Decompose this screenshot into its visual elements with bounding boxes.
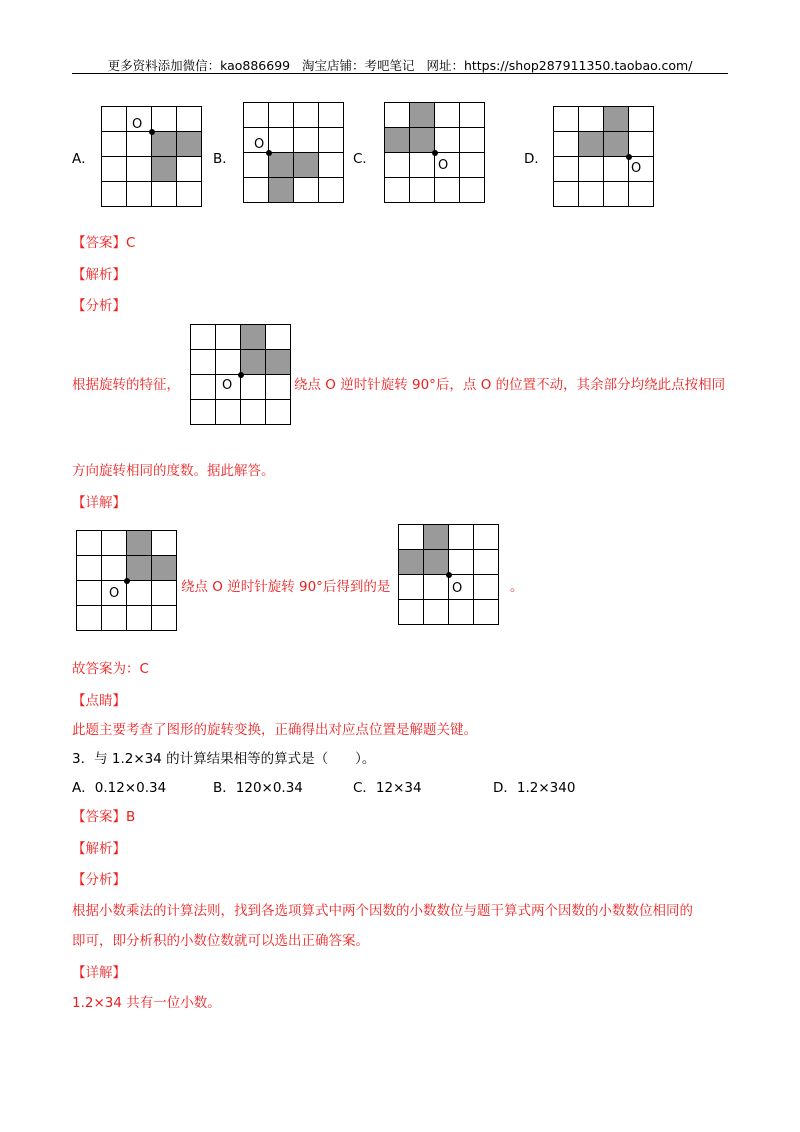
option-d-point: O bbox=[631, 161, 642, 176]
option-a-grid bbox=[101, 106, 203, 208]
xiangjie-tag: 【详解】 bbox=[72, 495, 126, 511]
q3-fenxi-line-2: 即可，即分析积的小数位数就可以选出正确答案。 bbox=[72, 933, 369, 949]
q3-xiangjie-line-1: 1.2×34 共有一位小数。 bbox=[72, 995, 221, 1011]
xiangjie-figure-original bbox=[76, 530, 178, 632]
final-answer: 故答案为：C bbox=[72, 661, 149, 677]
option-b-grid bbox=[243, 102, 345, 204]
q3-option-a: A．0.12×0.34 bbox=[72, 780, 167, 796]
option-d-grid bbox=[553, 106, 655, 208]
fenxi-figure bbox=[190, 324, 292, 426]
dianjing-tag: 【点睛】 bbox=[72, 693, 126, 709]
xiangjie-original-point: O bbox=[109, 586, 120, 601]
option-b-point: O bbox=[254, 137, 265, 152]
option-d-label: D． bbox=[524, 151, 548, 167]
option-c-label: C． bbox=[353, 151, 376, 167]
q3-xiangjie-tag: 【详解】 bbox=[72, 965, 126, 981]
option-a-point: O bbox=[132, 117, 143, 132]
fenxi-text-2: 绕点 O 逆时针旋转 90°后，点 O 的位置不动，其余部分均绕此点按相同 bbox=[294, 377, 726, 393]
q3-fenxi-tag: 【分析】 bbox=[72, 872, 126, 888]
q3-answer-line bbox=[72, 808, 135, 826]
q3-option-d: D．1.2×340 bbox=[493, 780, 576, 796]
jiexi-tag: 【解析】 bbox=[72, 267, 126, 283]
header-rule bbox=[72, 73, 728, 74]
q3-answer-value: B bbox=[126, 809, 136, 825]
xiangjie-text-1: 绕点 O 逆时针旋转 90°后得到的是 bbox=[181, 579, 391, 595]
answer-tag: 【答案】 bbox=[72, 235, 126, 251]
xiangjie-text-2: 。 bbox=[510, 579, 524, 595]
fenxi-tag: 【分析】 bbox=[72, 298, 126, 314]
option-a-label: A． bbox=[72, 151, 95, 167]
q3-question: 3．与 1.2×34 的计算结果相等的算式是（ ）。 bbox=[72, 751, 376, 767]
answer-value: C bbox=[126, 235, 136, 251]
q3-option-b: B．120×0.34 bbox=[213, 780, 303, 796]
answer-line bbox=[72, 234, 135, 252]
q3-jiexi-tag: 【解析】 bbox=[72, 841, 126, 857]
option-b-label: B． bbox=[213, 151, 236, 167]
option-c-grid bbox=[384, 102, 486, 204]
fenxi-text-3: 方向旋转相同的度数。据此解答。 bbox=[72, 463, 275, 479]
xiangjie-figure-result bbox=[398, 524, 500, 626]
dianjing-text: 此题主要考查了图形的旋转变换，正确得出对应点位置是解题关键。 bbox=[72, 722, 477, 738]
q3-answer-tag: 【答案】 bbox=[72, 809, 126, 825]
page-header: 更多资料添加微信：kao886699 淘宝店铺：考吧笔记 网址：https://shop287911350.taobao.com/ bbox=[107, 58, 693, 73]
xiangjie-result-point: O bbox=[452, 581, 463, 596]
q3-fenxi-line-1: 根据小数乘法的计算法则，找到各选项算式中两个因数的小数数位与题干算式两个因数的小数数位相同的 bbox=[72, 903, 693, 919]
fenxi-text-1: 根据旋转的特征， bbox=[72, 377, 180, 393]
option-c-point: O bbox=[438, 158, 449, 173]
q3-option-c: C．12×34 bbox=[353, 780, 422, 796]
fenxi-figure-point: O bbox=[222, 378, 233, 393]
